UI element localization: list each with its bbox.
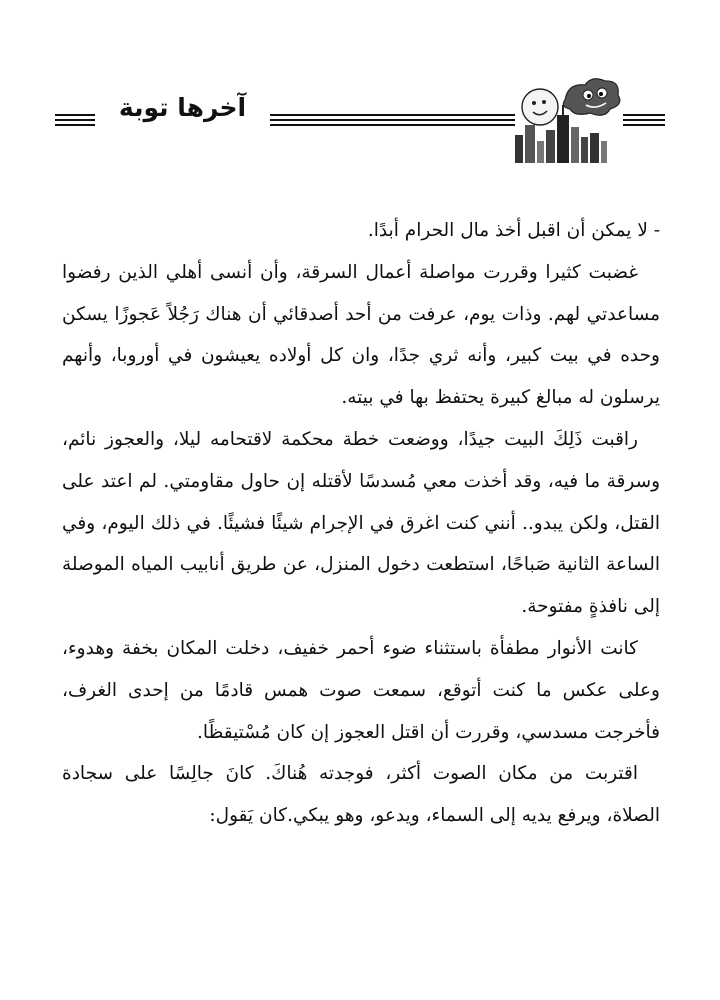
chapter-header — [55, 75, 665, 165]
paragraph: راقبت ذَلِكَ البيت جيدًا، ووضعت خطة محكمة لاقتحامه ليلا، والعجوز نائم، وسرقة ما فيه، وقد أخذت معي مُسدسًا لأقتله إن حاول مقاومتي. لم اعتد على القتل، ولكن يبدو.. أنني كنت اغرق في الإجرام شيئًا فشيئًا. في ذلك اليوم، وفي الساعة الثانية صَباحًا، استطعت دخول المنزل، عن طريق أنابيب المياه الموصلة إلى نافذةٍ مفتوحة. — [62, 428, 660, 618]
paragraph: اقتربت من مكان الصوت أكثر، فوجدته هُناكَ. كانَ جالِسًا على سجادة الصلاة، ويرفع يديه إلى السماء، ويدعو، وهو يبكي.كان يَقول: — [62, 763, 660, 827]
header-rule-left — [55, 114, 95, 129]
paragraph: غضبت كثيرا وقررت مواصلة أعمال السرقة، وأن أنسى أهلي الذين رفضوا مساعدتي لهم. وذات يوم، عرفت من أحد أصدقائي أن هناك رَجُلاً عَجوزًا يسكن وحده في بيت كبير، وأنه ثري جدًا، وان كل أولاده يعيشون في أوروبا، وأنهم يرسلون له مبالغ كبيرة يحتفظ بها في بيته. — [62, 261, 660, 409]
chapter-title: آخرها توبة — [118, 93, 247, 122]
dialogue-line: - لا يمكن أن اقبل أخذ مال الحرام أبدًا. — [367, 220, 660, 241]
paragraph: كانت الأنوار مطفأة باستثناء ضوء أحمر خفيف، دخلت المكان بخفة وهدوء، وعلى عكس ما كنت أتوقع، سمعت صوت همس قادمًا من إحدى الغرف، فأخرجت مسدسي، وقررت أن اقتل العجوز إن كان مُسْتيقظًا. — [62, 637, 660, 743]
story-text — [62, 210, 660, 837]
header-rule-right — [623, 114, 665, 129]
city-moon-illustration — [510, 75, 625, 165]
header-rule-middle — [270, 114, 515, 129]
